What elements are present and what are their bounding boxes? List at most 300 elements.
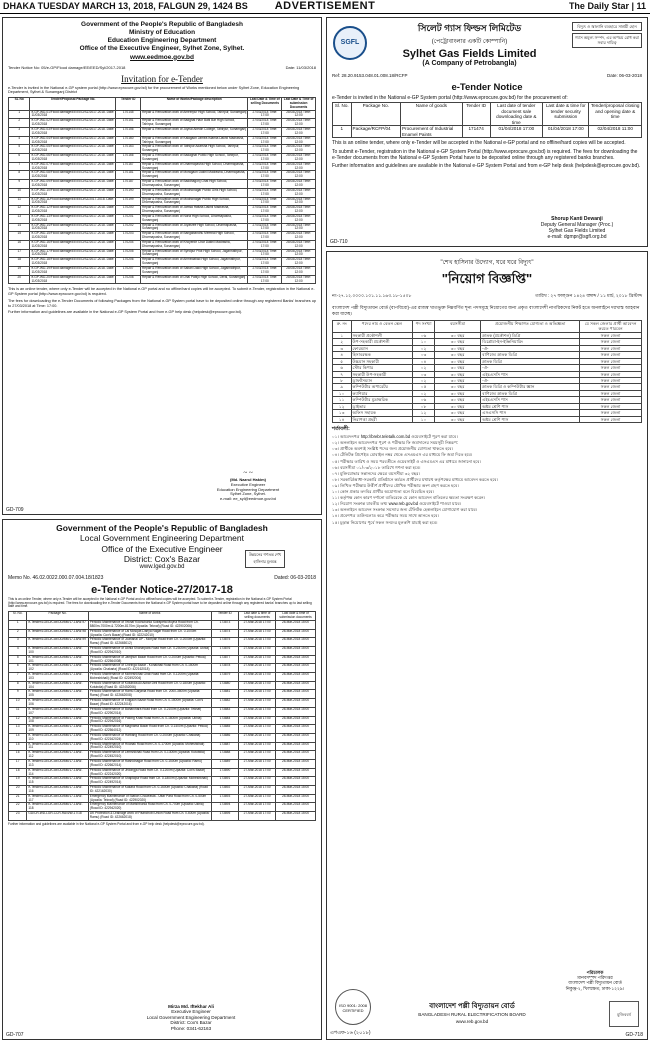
ad4-website[interactable]: www.reb.gov.bd bbox=[455, 1018, 489, 1024]
ad3-cell: 28-Mar-2018 15:00 bbox=[276, 664, 316, 673]
ad1-cell: 6 bbox=[9, 154, 30, 163]
ad4-cell: সকল জেলা bbox=[580, 371, 642, 377]
ad3-cell: 13 bbox=[9, 725, 27, 734]
list-item: ০১। আবেদনপত্র http://brebr.teletalk.com.bd ওয়েবসাইটে পূরণ করা যাবে। bbox=[332, 434, 458, 440]
ad1-cell: 9 bbox=[9, 180, 30, 189]
ad4-cell: কম্পিউটার মুদ্রাক্ষরিক bbox=[351, 397, 413, 403]
ad4-cell: সকল জেলা bbox=[580, 358, 642, 364]
ad4-cell: ০৬ bbox=[413, 332, 435, 338]
ad1-cell: e-GP-WD-08/Flood damage/EE/EED/SZ/2017-2018. Date: 11/03/2018 bbox=[31, 170, 115, 179]
ad1-cell: 7 bbox=[9, 162, 30, 171]
ad4-cell: উপ-সহকারী প্রকৌশলী bbox=[351, 339, 413, 345]
ad2-signer-org: Sylhet Gas Fields Limited bbox=[548, 228, 606, 234]
ad4-cell: ১৪ bbox=[333, 416, 352, 422]
ad1-cell: e-GP-WD-16/Flood damage/EE/EED/SZ/2017-2018. Date: 11/03/2018 bbox=[31, 239, 115, 248]
ad3-cell: 28-Mar-2018 15:00 bbox=[276, 655, 316, 664]
ad3-cell: GD/CR-WD-LGR-CCR-RA/4/W-17/18 bbox=[27, 812, 88, 821]
ad3-cell: 27-Mar-2018 17:00 bbox=[239, 638, 276, 647]
ad1-th-id: Tender ID bbox=[116, 98, 141, 111]
ad4-cell: উচ্চমান সহকারী bbox=[351, 358, 413, 364]
ad3-line-district: District: Cox's Bazar bbox=[123, 554, 201, 565]
ad1-cell: 170199 bbox=[116, 197, 141, 206]
ad2-heading: e-Tender Notice bbox=[451, 82, 523, 93]
ad3-cell: 173873 bbox=[211, 620, 239, 629]
ad2-signer-name: Shorup Kanti Dewanji bbox=[551, 216, 603, 222]
ad1-cell: 27/03/2018 Time: 17:00 bbox=[248, 249, 282, 258]
ad1-cell: 28/03/2018 Time: 12:00 bbox=[282, 249, 316, 258]
ad3-memo: Memo No. 46.02.0022.000.07.004.18/1823 bbox=[8, 574, 104, 581]
ad1-cell: 17 bbox=[9, 249, 30, 258]
ad1-cell: 28/03/2018 Time: 12:00 bbox=[282, 128, 316, 137]
ad4-cell: সকল জেলা bbox=[580, 410, 642, 416]
ad1-cell: Repair & Renovation work of Joynal Abedin College, Tahirpur, Sunamganj bbox=[140, 128, 247, 137]
ad1-cell: 20 bbox=[9, 275, 30, 284]
ad3-cell: 27-Mar-2018 17:00 bbox=[239, 759, 276, 768]
table-row bbox=[9, 154, 316, 163]
ad4-cell: সকল জেলা bbox=[580, 345, 642, 351]
ad3-cell: Periodic Maintenance of Joarianal UP - Moriyan Road from Ch. 0-2000m (Upazila: Ramu) (Road ID: 422665012) bbox=[88, 638, 211, 647]
ad1-cell: 170160 bbox=[116, 136, 141, 145]
ad1-cell: e-GP-WD-07/Flood damage/EE/EED/SZ/2017-2018. Date: 11/03/2018 bbox=[31, 161, 115, 170]
ad4-cell: ১৩ bbox=[333, 410, 352, 416]
ad1-cell: e-GP-WD-06/Flood damage/EE/EED/SZ/2017-2018. Date: 11/03/2018 bbox=[31, 153, 115, 161]
ad4-cell: এইচএসসি পাস bbox=[481, 371, 580, 377]
ad4-cell: ১০ bbox=[333, 390, 352, 396]
ad3-cell: Emergency Maintenance of Marishbunia Road from Ch. 0-700m (Upazila: Ukhia) (Road ID: 422942020) bbox=[88, 803, 211, 812]
ad1-cell: 170163 bbox=[116, 145, 141, 154]
ad4-cell: ০২ bbox=[413, 365, 435, 371]
ad1-cell: 27/03/2018 Time: 17:00 bbox=[248, 145, 282, 154]
ad3-cell: e-Tender/LGED/Cox/OD/BM/17-18/W-112 bbox=[27, 751, 88, 760]
ad3-signer-phone: Phone: 0341-62163 bbox=[170, 1025, 212, 1031]
ad1-cell: Repair & Renovation work of Baddhagonj Ghat High School, Dharmapasha, Sunamganj bbox=[140, 180, 247, 189]
ad3-cell: 173877 bbox=[211, 655, 239, 664]
ad2-signer-email[interactable]: e-mail: dgmpr@sgfl.org.bd bbox=[547, 234, 607, 240]
ad3-th-sl: Sl. No. bbox=[9, 612, 27, 621]
ad1-cell: Repair & Renovation work of Noria High School, Dharmapasha, Sunamganj bbox=[140, 214, 247, 223]
ad1-cell: 27/03/2018 Time: 17:00 bbox=[248, 128, 282, 137]
list-item: ১০। কোন প্রকার তদবির প্রার্থীর অযোগ্যতা বলে বিবেচিত হবে। bbox=[332, 489, 435, 495]
ad3-date: Dated: 06-03-2018 bbox=[274, 574, 316, 581]
ad3-cell: 20 bbox=[9, 786, 27, 795]
ad3-cell: Periodic Maintenance of Kakara Road from Ch. 0-1600m (Upazila: Chakaria) (Road ID: 422162030) bbox=[88, 786, 211, 795]
list-item: ১৪। প্রবেশপত্র ডাউনলোড করে পরীক্ষার সময় সাথে আনতে হবে। bbox=[332, 513, 439, 519]
ad4-cell: ৭ bbox=[333, 371, 352, 377]
ad1-cell: 28/03/2018 Time: 12:00 bbox=[282, 275, 316, 284]
ad1-signer-dept: Education Engineering Department bbox=[216, 486, 280, 492]
ad4-cell: -ঐ- bbox=[481, 365, 580, 371]
table-row bbox=[9, 786, 316, 795]
ad1-cell: 27/03/2018 Time: 17:00 bbox=[248, 154, 282, 163]
ad3-cell: 19 bbox=[9, 777, 27, 786]
ad1-line-ministry: Ministry of Education bbox=[128, 29, 196, 37]
ad3-cell: 173890 bbox=[211, 768, 239, 777]
ad1-footer-online: This is an online tender, where only e-Tender will be accepted in the National e-GP portal and no offline/hard copies will be accepted. To submit e-Tender, registration in the National e-GP System portal (http://www.eprocure.gov.bd) is required. bbox=[8, 287, 315, 297]
ad3-cell: 23 bbox=[9, 812, 27, 821]
ad1-cell: 28/03/2018 Time: 12:00 bbox=[282, 223, 316, 232]
ad1-cell: 170190 bbox=[116, 188, 141, 197]
ad4-cell: ১০ bbox=[413, 416, 435, 422]
ad1-cell: 27/03/2018 Time: 17:00 bbox=[248, 119, 282, 128]
ad3-cell: 2 bbox=[9, 629, 27, 638]
ad2-th-security: Last date & time for tender security submission bbox=[543, 103, 589, 126]
ad2-tender-table bbox=[332, 102, 642, 138]
ad4-cell: স্নাতক ডিগ্রি bbox=[481, 358, 580, 364]
ad1-signer-name: (Md. Nazrul Hakim) bbox=[229, 477, 266, 483]
ad1-cell: Repair & Renovation work of Syedpur Pilot High School, Jagannathpur, Sunamganj bbox=[140, 249, 247, 258]
ad3-cell: 28-Mar-2018 15:00 bbox=[276, 759, 316, 768]
ad4-cell: নিরাপত্তা প্রহরী bbox=[351, 416, 413, 422]
ad1-cell: 170203 bbox=[116, 232, 141, 241]
ad1-cell: 27/03/2018 Time: 17:00 bbox=[248, 258, 282, 267]
ad2-company-sub: (A Company of Petrobangla) bbox=[422, 60, 517, 67]
ad4-slogan: "শেখ হাসিনার উদ্যোগ, ঘরে ঘরে বিদ্যুৎ" bbox=[440, 260, 534, 266]
ad2-th-sale: Last date of tender document sale downloading date & time bbox=[490, 103, 543, 126]
ad3-cell: Periodic Maintenance of Hoanak Road from Ch. 0-1700m (Upazila: Moheshkhali) (Road ID: 422492010) bbox=[88, 742, 211, 751]
ad1-cell: Repair & Renovation work of Modhonagar Public High School, Dharmapasha, Sunamganj bbox=[140, 197, 247, 206]
ad4-cell: ৮ bbox=[333, 378, 352, 384]
ad3-cell: 28-Mar-2018 15:00 bbox=[276, 751, 316, 760]
ad4-cell: স্টোর কিপার bbox=[351, 365, 413, 371]
ad4-cell: হিসাবরক্ষক bbox=[351, 352, 413, 358]
ad3-cell: 173878 bbox=[211, 664, 239, 673]
ad4-cell: সকল জেলা bbox=[580, 378, 642, 384]
ad1-cell: 18 bbox=[9, 258, 30, 267]
ad1-cell: e-GP-WD-11/Flood damage/EE/EED/SZ/2017-2018. Date: 11/03/2018 bbox=[31, 196, 114, 205]
table-row bbox=[9, 733, 316, 742]
ad1-cell: e-GP-WD-15/Flood damage/EE/EED/SZ/2017-2018. Date: 11/03/2018 bbox=[31, 231, 115, 240]
ad3-cell: e-Tender/LGED/Cox/OD/BM/17-18/W-115 bbox=[27, 777, 88, 786]
ad2-date: Date: 06-03-2018 bbox=[606, 73, 642, 78]
ad1-cell: 10 bbox=[9, 188, 30, 197]
ad-lged-coxs-bazar bbox=[2, 519, 322, 1040]
ad3-cell: 27-Mar-2018 17:00 bbox=[239, 794, 276, 803]
ad-sylhet-gas-fields bbox=[326, 17, 648, 247]
ad1-cell: Repair & Renovation work of Bangabandhu Memrial High School, Dharmapasha, Sunamganj bbox=[140, 232, 247, 241]
table-row bbox=[9, 128, 316, 137]
ad4-cell: ০৬ bbox=[413, 397, 435, 403]
ad4-cell: স্নাতক ডিগ্রি ও কম্পিউটার জ্ঞান bbox=[481, 384, 580, 390]
ad1-cell: 28/03/2018 Time: 12:00 bbox=[282, 162, 316, 171]
ad3-th-works: Name of works bbox=[88, 612, 211, 621]
ad4-cell: ১২ bbox=[413, 410, 435, 416]
ad1-cell: 170200 bbox=[116, 206, 141, 215]
ad3-cell: 11 bbox=[9, 707, 27, 716]
ad3-cell: e-Tender/LGED/Cox/OD/BM/17-18/W-106 bbox=[27, 699, 88, 708]
ad4-cell: ৩০ বছর bbox=[434, 332, 480, 338]
ad4-cell: ৩ bbox=[333, 345, 352, 351]
ad4-job-table bbox=[332, 320, 642, 423]
ad4-th-sl: ক্র. নং bbox=[333, 320, 352, 332]
ad3-cell: 17 bbox=[9, 759, 27, 768]
ad4-cell: ৩০ বছর bbox=[434, 378, 480, 384]
ad3-cell: 173882 bbox=[211, 699, 239, 708]
ad4-cell: ৩০ বছর bbox=[434, 403, 480, 409]
ad4-cell: সকল জেলা bbox=[580, 397, 642, 403]
ad1-cell: 28/03/2018 Time: 12:00 bbox=[282, 258, 316, 267]
ad3-cell: e-Tender/LGED/Cox/OD/BM/17-18/W-109 bbox=[27, 725, 88, 734]
table-row bbox=[9, 673, 316, 682]
ad3-th-selling: Last date & time of selling documents bbox=[239, 612, 276, 621]
ad3-cell: 27-Mar-2018 17:00 bbox=[239, 655, 276, 664]
ad4-cell: ১১ bbox=[333, 397, 352, 403]
ad3-cell: 21 bbox=[9, 794, 27, 803]
ad1-cell: 28/03/2018 Time: 12:00 bbox=[282, 136, 316, 145]
ad3-cell: 27-Mar-2018 17:00 bbox=[239, 664, 276, 673]
ad1-th-works: Name of Works/Package description bbox=[140, 98, 247, 111]
ad2-cell-id: 171474 bbox=[462, 126, 490, 138]
ad2-th-id: Tender ID bbox=[462, 103, 490, 126]
ad4-cell: ফোরম্যান bbox=[351, 345, 413, 351]
ad3-cell: e-Tender/LGED/Cox/OD/BM/17-18/W-110 bbox=[27, 733, 88, 742]
ad3-cell: 173875 bbox=[211, 638, 239, 647]
ad4-cell: ১ bbox=[333, 332, 352, 338]
ad1-cell: 27/03/2018 Time: 17:00 bbox=[248, 232, 282, 241]
ad4-cell: ৩০ বছর bbox=[434, 397, 480, 403]
ad3-cell: Periodic Maintenance of Kutubdia Ali Akbar Deil Road from Ch. 0-1800m (Upazila: Kutubdia) (Road ID: 422452006) bbox=[88, 681, 211, 690]
ad3-cell: 14 bbox=[9, 733, 27, 742]
ad1-cell: 27/03/2018 Time: 17:00 bbox=[248, 110, 282, 119]
ad4-org-bn: বাংলাদেশ পল্লী বিদ্যুতায়ন বোর্ড bbox=[429, 1003, 515, 1011]
ad1-cell: 28/03/2018 Time: 12:00 bbox=[282, 197, 316, 206]
ad4-cell: ডিপ্লোমা-ইন-ইঞ্জিনিয়ারিং bbox=[481, 339, 580, 345]
ad3-cell: Periodic Maintenance of Ukhia Shonarpara Road from Ch. 0-2300m (Upazila: Ukhia) (Road ID: 422942010) bbox=[89, 646, 210, 654]
ad1-cell: Repair & Renovation work of Dhal Pabijo High School, Derai, Sunamganj bbox=[140, 275, 247, 284]
ad4-cell: সকল জেলা bbox=[580, 339, 642, 345]
ad1-title: Invitation for e-Tender bbox=[121, 73, 203, 84]
ad3-cell: Periodic Maintenance of Eidgaon Bazar Road from Ch. 0-1500m (Upazila: Cox's Bazar) (Road ID: 422242016) bbox=[88, 699, 211, 708]
ad3-cell: 27-Mar-2018 17:00 bbox=[239, 751, 276, 760]
ad4-cell: ০২ bbox=[413, 390, 435, 396]
ad3-tender-table bbox=[8, 611, 316, 821]
ad4-th-qualification: প্রয়োজনীয় শিক্ষাগত যোগ্যতা ও অভিজ্ঞতা bbox=[481, 320, 580, 332]
ad4-cell: ০৩ bbox=[413, 352, 435, 358]
ad1-th-package: Tender/Proposal Package No. bbox=[30, 98, 116, 111]
ad3-cell: 27-Mar-2018 17:00 bbox=[239, 733, 276, 742]
ad3-cell: 27-Mar-2018 17:00 bbox=[239, 620, 276, 629]
ad2-cell-sale: 01/04/2018 17:00 bbox=[490, 126, 543, 138]
ad3-line-office: Office of the Executive Engineer bbox=[101, 543, 223, 554]
ad1-cell: Repair & Renovation work of Modhonagar Public Girls High School, Dharmapasha, Sunamganj bbox=[140, 188, 247, 197]
ad3-cell: UK Protection & Drainage work of Paanchobi Union Road from Ch. 0-600m (Upazila: Ramu) (Road ID: 422662018) bbox=[89, 811, 210, 819]
ad1-th-selling: Last Date & Time of selling Documents bbox=[248, 98, 282, 111]
ad1-cell: Repair & Renovation work of Tathipur Adarsha High School, Tahirpur, Sunamganj bbox=[140, 145, 247, 154]
ad1-cell: e-GP-WD-17/Flood damage/EE/EED/SZ/2017-2018. Date: 11/03/2018 bbox=[31, 248, 115, 257]
ad4-cell: ০৪ bbox=[413, 358, 435, 364]
ad3-cell: 173895 bbox=[211, 812, 239, 821]
ad4-cell: ৫ bbox=[333, 358, 352, 364]
ad1-cell: Repair & Renovation work of Sabari Dakil High School, Jagannathpur, Sunamganj bbox=[140, 267, 247, 276]
mujib-year-badge-icon: মুজিববর্ষ bbox=[609, 1001, 639, 1027]
ad1-cell: Repair & Renovation work of Khoyerdir Char Dakhil Madrasha, Dharmapasha, Sunamganj bbox=[140, 240, 247, 249]
table-row bbox=[9, 240, 316, 249]
ad2-cell-security: 01/04/2018 17:00 bbox=[543, 126, 589, 138]
ad2-cell-goods: Procurement of Industrial Enamel Paints bbox=[400, 126, 462, 138]
ad4-cell: সকল জেলা bbox=[580, 365, 642, 371]
ad3-cell: Periodic Maintenance of Jamjhuri Bazar Road from Ch. 0-2000m (Upazila: Pekua) (Road ID: 422564008) bbox=[88, 655, 211, 664]
ad3-cell: 173884 bbox=[211, 716, 239, 725]
ad1-signer-email[interactable]: e-mail: ee_syl@eedmoe.gov.bd bbox=[219, 496, 276, 502]
ad3-cell: 28-Mar-2018 15:00 bbox=[276, 725, 316, 734]
ad4-signer-dept: মানবসম্পদ পরিদপ্তর bbox=[577, 975, 613, 981]
ad3-website[interactable]: www.lged.gov.bd bbox=[139, 564, 185, 571]
ad2-badge-energy: বিদ্যুৎ ও জ্বালানি ব্যবহারে সাশ্রয়ী হোন bbox=[572, 22, 642, 31]
ad1-cell: e-GP-WD-02/Flood damage/EE/EED/SZ/2017-2018. Date: 11/03/2018 bbox=[31, 118, 115, 127]
ad2-company-name: Sylhet Gas Fields Limited bbox=[402, 48, 537, 60]
ad4-cell: সকল জেলা bbox=[580, 390, 642, 396]
ad3-cell: 173880 bbox=[211, 681, 239, 690]
ad3-cell: 1 bbox=[9, 620, 27, 629]
ad1-cell: 16 bbox=[9, 240, 30, 249]
ad3-cell: 27-Mar-2018 17:00 bbox=[239, 647, 276, 656]
ad3-cell: Emergency Maintenance of Station Chowrasta - Uttar Para Road from Ch. 0-500m (Upazila: Teknaf) (Road ID: 422902020) bbox=[88, 794, 211, 803]
masthead-paper: The Daily Star | 11 bbox=[568, 1, 646, 11]
table-row bbox=[9, 267, 316, 276]
ad1-cell: e-GP-WD-18/Flood damage/EE/EED/SZ/2017-2018. Date: 11/03/2018 bbox=[31, 257, 115, 266]
ad1-cell: Repair & Renovation work of Badaghat Public High School, Tahirpur, Sunamganj bbox=[140, 154, 247, 163]
list-item: ১৫। চূড়ান্ত নিয়োগের পূর্বে সকল সনদের মূলকপি যাচাই করা হবে। bbox=[332, 519, 438, 525]
ad3-cell: 28-Mar-2018 15:00 bbox=[276, 716, 316, 725]
ad3-cell: Periodic Maintenance of Magnama Bazar Road from Ch. 0-1400m (Upazila: Pekua) (Road ID: 422564012) bbox=[88, 725, 211, 734]
list-item: ০৬। বয়সসীমা ০১/০৩/২০১৮ তারিখে গণনা করা হবে। bbox=[332, 464, 421, 470]
ad4-th-age: বয়সসীমা bbox=[434, 320, 480, 332]
ad1-cell: 14 bbox=[9, 223, 30, 232]
ad4-cell: ০২ bbox=[413, 378, 435, 384]
ad3-cell: 28-Mar-2018 15:00 bbox=[276, 620, 316, 629]
ad1-gd-number: GD-709 bbox=[6, 507, 24, 513]
ad3-cell: 27-Mar-2018 17:00 bbox=[239, 629, 276, 638]
ad1-cell: 27/03/2018 Time: 17:00 bbox=[248, 171, 282, 180]
ad4-cell: ০৩ bbox=[413, 371, 435, 377]
ad1-cell: e-GP-WD-04/Flood damage/EE/EED/SZ/2017-2018. Date: 11/03/2018 bbox=[31, 135, 115, 144]
ad4-cell: ৩০ বছর bbox=[434, 416, 480, 422]
ad1-cell: 170201 bbox=[116, 214, 141, 223]
ad1-cell: e-GP-WD-09/Flood damage/EE/EED/SZ/2017-2018. Date: 11/03/2018 bbox=[31, 179, 115, 187]
ad4-cell: ২ bbox=[333, 339, 352, 345]
ad3-intro: This is an online Tender, where only e-Tender will be accepted in the National e-GP Portal and no offline/hard copies will be accepted. To submit e-Tender, registration in the National e-GP System Portal (http://www.eprocure.gov.bd) is required. The fees for downloading the e-Tender Documents from the National e-GP System portal have to be deposited online through any registered banks' branches up to last selling date and time. bbox=[8, 596, 312, 609]
ad2-bn-subtitle: (পেট্রোবাংলার একটি কোম্পানি) bbox=[431, 39, 508, 45]
ad3-cell: 16 bbox=[9, 751, 27, 760]
ad3-signer-dept: Local Government Engineering Department bbox=[146, 1014, 236, 1020]
ad3-cell: 28-Mar-2018 15:00 bbox=[276, 690, 316, 699]
ad1-line-govt: Government of the People's Republic of Bangladesh bbox=[81, 21, 243, 28]
ad1-cell: 170207 bbox=[116, 267, 141, 276]
ad1-footer-fees: The fees for downloading the e-Tender Documents of following Packages from the National e-GP System portal have to be deposited online through any registered Banks' branches up to 27/03/2018 at Time: 17:00. bbox=[8, 298, 316, 308]
ad3-cell: e-Tender/LGED/Cox/OD/BM/17-18/W-114 bbox=[27, 768, 88, 777]
ad2-th-sl: Sl. No. bbox=[333, 103, 352, 126]
ad4-cell: ৩০ বছর bbox=[434, 345, 480, 351]
ad4-cell: ১০ bbox=[413, 339, 435, 345]
ad1-cell: e-GP-WD-19/Flood damage/EE/EED/SZ/2017-2018. Date: 11/03/2018 bbox=[31, 266, 115, 274]
ad3-cell: 28-Mar-2018 15:00 bbox=[276, 638, 316, 647]
ad4-cell: ০৫ bbox=[413, 384, 435, 390]
ad2-para-register: To submit e-Tender, registration in the National e-GP System Portal (http://www.eprocure.gov.bd) is required. The fees for downloading the e-Tender documents from the National e-GP System Portal have to be deposited online through any registered banks branches. bbox=[332, 148, 638, 161]
ad3-cell: e-Tender/LGED/Cox/OD/BM/17-18/W-117 bbox=[27, 794, 88, 803]
ad4-cell: ৩০ বছর bbox=[434, 384, 480, 390]
ad4-th-count: পদ সংখ্যা bbox=[413, 320, 435, 332]
ad3-cell: 9 bbox=[9, 690, 27, 699]
ad1-cell: e-GP-WD-12/Flood damage/EE/EED/SZ/2017-2018. Date: 11/03/2018 bbox=[31, 205, 115, 214]
ad1-cell: 8 bbox=[9, 171, 30, 180]
ad1-cell: 28/03/2018 Time: 12:00 bbox=[282, 240, 316, 249]
ad1-website[interactable]: www.eedmoe.gov.bd bbox=[130, 53, 194, 61]
ad1-cell: 170151 bbox=[116, 119, 141, 128]
ad3-cell: 28-Mar-2018 15:00 bbox=[276, 777, 316, 786]
ad1-cell: 27/03/2018 Time: 17:00 bbox=[248, 136, 282, 145]
ad1-cell: Repair & Renovation work of Badghat Haor Balti Bar High School, Tahirpur, Sunamganj bbox=[140, 119, 247, 128]
ad3-cell: e-Tender/LGED/Cox/OD/BM/17-18/W-107 bbox=[27, 707, 88, 716]
ad3-signer-district: District: Cox's Bazar bbox=[170, 1020, 212, 1025]
ad3-cell: Periodic Maintenance of Baharchara Road from Ch. 0-2100m (Upazila: Teknaf) (Road ID: 422902014) bbox=[88, 707, 211, 716]
ad1-cell: 19 bbox=[9, 267, 30, 276]
ad1-cell: 5 bbox=[9, 145, 30, 154]
ad3-cell: 27-Mar-2018 17:00 bbox=[239, 742, 276, 751]
ad3-cell: e-Tender/LGED/Cox/OD/BM/17-18/W-101 bbox=[27, 655, 88, 664]
ad2-cell-closing: 02/04/2018 11:00 bbox=[589, 126, 642, 138]
ad4-cell: ড্রাইভার bbox=[351, 403, 413, 409]
list-item: ০২। অনলাইনে আবেদনপত্র পূরণ ও পরীক্ষার ফি জমাদানের সময়সূচী নিম্নরূপ: bbox=[332, 440, 459, 446]
list-item: ১২। নিয়োগ সংক্রান্ত যাবতীয় তথ্য www.reb.gov.bd ওয়েবসাইটে পাওয়া যাবে। bbox=[332, 501, 462, 507]
ad2-signature-block bbox=[522, 216, 632, 240]
ad3-cell: Periodic Maintenance of Lemshikhali Road from Ch. 0-1300m (Upazila: Kutubdia) (Road ID: 422452010) bbox=[88, 751, 211, 760]
list-item: ১১। কর্তৃপক্ষ কোন কারণ দর্শানো ব্যতিরেকে যে কোন আবেদন বাতিলের ক্ষমতা সংরক্ষণ করেন। bbox=[332, 495, 486, 501]
ad4-cell: কম্পিউটার অপারেটর bbox=[351, 384, 413, 390]
ad1-cell: 170202 bbox=[116, 223, 141, 232]
ad2-cell-sl: 1 bbox=[333, 126, 352, 138]
ad2-bn-title: সিলেট গ্যাস ফিল্ডস লিমিটেড bbox=[417, 23, 522, 33]
ad3-cell: Periodic Maintenance of Rashidnagar Road from Ch. 0-1500m (Upazila: Ramu) (Road ID: 422662014) bbox=[88, 759, 211, 768]
ad1-cell: 170166 bbox=[116, 154, 141, 163]
ad-reb-recruitment bbox=[326, 251, 648, 1040]
ad4-th-post: পদের নাম ও বেতন স্কেল bbox=[351, 320, 413, 332]
ad3-line-dept: Local Government Engineering Department bbox=[80, 533, 244, 544]
list-item: ০৪। টেলিটক প্রিপেইড মোবাইল নম্বর থেকে এসএমএস এর মাধ্যমে ফি জমা দিতে হবে। bbox=[332, 452, 473, 458]
ad3-cell: 173879 bbox=[211, 673, 239, 682]
ad3-cell: Periodic Maintenance of Palong Khali Road from Ch. 0-1600m (Upazila: Ukhia) (Road ID: 422942016) bbox=[88, 716, 211, 725]
ad4-cell: ক্যাশিয়ার bbox=[351, 390, 413, 396]
ad3-th-submission: Last date & time of submission documents bbox=[276, 612, 316, 621]
ad4-cell: ৪ bbox=[333, 352, 352, 358]
ad4-cell: ৩০ বছর bbox=[434, 339, 480, 345]
ad4-signer-org: বাংলাদেশ পল্লী বিদ্যুতায়ন বোর্ড bbox=[568, 980, 622, 986]
ad2-intro: e-Tender is invited in the National e-GP System portal (http://www.eprocure.gov.bd) for the procurement of: bbox=[332, 95, 568, 101]
ad1-cell: 28/03/2018 Time: 12:00 bbox=[282, 154, 316, 163]
ad3-cell: e-Tender/LGED/Cox/OD/BM/17-18/W-99 bbox=[27, 638, 88, 647]
ad4-cell: অফিস সহায়ক bbox=[351, 410, 413, 416]
ad1-cell: 28/03/2018 Time: 12:00 bbox=[282, 119, 316, 128]
ad4-memo: নং-২৭.১২.০০০০.১০১.১১.১৬৩.১৮-১৫০৮ bbox=[332, 293, 412, 298]
ad1-cell: Repair & Renovation work of Jamsa Hafizia Dakhil Madrasha, Dharmapasha, Sunamganj bbox=[140, 206, 247, 215]
ad4-cell: এসএসসি পাস bbox=[481, 410, 580, 416]
ad3-cell: 27-Mar-2018 17:00 bbox=[239, 673, 276, 682]
ad3-cell: 27-Mar-2018 17:00 bbox=[239, 812, 276, 821]
ad3-line-govt: Government of the People's Republic of Bangladesh bbox=[56, 523, 268, 533]
ad3-cell: e-Tender/LGED/Cox/OD/BM/17-18/W-97 bbox=[27, 620, 88, 629]
ad3-cell: 27-Mar-2018 17:00 bbox=[239, 716, 276, 725]
ad4-cell: ৩০ বছর bbox=[434, 358, 480, 364]
ad4-cell: এইচএসসি পাস bbox=[481, 397, 580, 403]
ad3-signature-block bbox=[131, 1004, 251, 1032]
masthead-date: DHAKA TUESDAY MARCH 13, 2018, FALGUN 29, 1424 BS bbox=[3, 1, 248, 11]
ad1-intro: e-Tender is invited in the National e-GP system portal (http://www.eprocure.gov.bd) for the procurement of Works mentioned below under Sylhet Zone, Education Engineering Department, Sylhet & Sunamganj District bbox=[8, 85, 300, 95]
ad1-cell: 27/03/2018 Time: 17:00 bbox=[248, 223, 282, 232]
ad3-cell: 173874 bbox=[211, 629, 239, 638]
ad3-cell: Periodic Maintenance of Shaplapur Road from Ch. 0-1800m (Upazila: Moheshkhali) (Road ID: 422492014) bbox=[88, 777, 211, 786]
ad1-cell: 170187 bbox=[116, 180, 141, 189]
ad1-memo: Tender Notice No: 05/e-GP/Flood damage/EE/EED/Syl/2017-2018 bbox=[8, 64, 126, 70]
ad1-cell: 27/03/2018 Time: 17:00 bbox=[248, 275, 282, 284]
ad3-cell: 173894 bbox=[211, 803, 239, 812]
